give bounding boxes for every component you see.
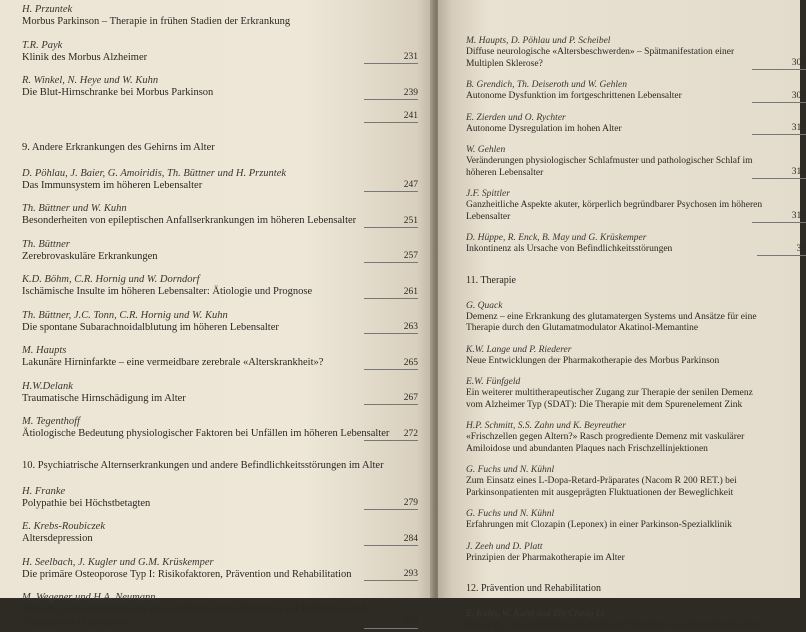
toc-entry	[22, 521, 420, 546]
entry-title: Zerebrovaskuläre Erkrankungen	[22, 251, 420, 264]
entry-title: Klinik des Morbus Alzheimer	[22, 52, 420, 65]
entry-author: E. Kuhn, W. Kuhn und Zhi Chang Li	[466, 609, 800, 620]
toc-entry	[22, 592, 420, 629]
toc-entry	[22, 486, 420, 511]
entry-author: G. Fuchs und N. Kühnl	[466, 509, 800, 520]
toc-entry	[466, 421, 800, 455]
entry-author: H. Franke	[22, 486, 420, 498]
entry-title: Neue Entwicklungen der Pharmakotherapie des Morbus Parkinson	[466, 356, 800, 368]
toc-entry	[466, 509, 800, 532]
entry-title: Lakunäre Hirninfarkte – eine vermeidbare zerebrale «Alterskrankheit»?	[22, 357, 420, 370]
entry-page-number: 312	[752, 122, 806, 135]
toc-entry	[466, 233, 800, 256]
entry-page-number: 241	[364, 110, 418, 123]
entry-title: Veränderungen physiologischer Schlafmuster und pathologischer Schlaf im höheren Lebensalter	[466, 156, 800, 179]
toc-entry	[22, 203, 420, 228]
section-heading: 10. Psychiatrische Alternserkrankungen und andere Befindlichkeitsstörungen im Alter	[22, 459, 420, 472]
toc-entry	[22, 239, 420, 264]
section-heading: 9. Andere Erkrankungen des Gehirns im Alter	[22, 141, 420, 154]
toc-entry	[22, 168, 420, 193]
toc-entry	[466, 189, 800, 223]
entry-title: Zum Einsatz eines L-Dopa-Retard-Präparates (Nacom R 200 RET.) bei Parkinsonpatienten mit ausgeprägten Fluktuationen der Beweglichkeit	[466, 476, 800, 499]
entry-page-number: 272	[364, 428, 418, 441]
entry-page-number: 284	[364, 533, 418, 546]
entry-author: D. Pöhlau, J. Baier, G. Amoiridis, Th. Büttner und H. Przuntek	[22, 168, 420, 180]
toc-entry	[466, 542, 800, 565]
entry-title: «Frischzellen gegen Altern?» Rasch progrediente Demenz mit vaskulärer Amiloidose und abundanten Plaques nach Frischzellinjektionen	[466, 432, 800, 455]
entry-author: E. Krebs-Roubiczek	[22, 521, 420, 533]
entry-title: Inkontinenz als Ursache von Befindlichkeitsstörungen	[466, 244, 800, 256]
entry-title: Demenz – eine Erkrankung des glutamatergen Systems und Ansätze für eine Therapie durch den Glutamatmodulator Akatinol-Memantine	[466, 312, 800, 335]
toc-entry	[22, 4, 420, 29]
toc-entry	[22, 111, 420, 123]
entry-title: Besonderheiten von epileptischen Anfallserkrankungen im höheren Lebensalter	[22, 215, 420, 228]
entry-title: Die primäre Osteoporose Typ I: Risikofaktoren, Prävention und Rehabilitation	[22, 569, 420, 582]
entry-page-number: 239	[364, 87, 418, 100]
entry-author: E.W. Fünfgeld	[466, 377, 800, 388]
toc-entry	[466, 465, 800, 499]
entry-author: M. Haupts	[22, 345, 420, 357]
entry-page-number: 309	[752, 90, 806, 103]
entry-page-number: 267	[364, 392, 418, 405]
entry-title: Traumatische Hirnschädigung im Alter	[22, 393, 420, 406]
entry-title: Morbus Parkinson – Therapie in frühen Stadien der Erkrankung	[22, 16, 420, 29]
entry-title: Ein weiterer multitherapeutischer Zugang zur Therapie der senilen Demenz vom Alzheimer Typ (SDAT): Die Therapie mit dem Spurenelement Zink	[466, 388, 800, 411]
entry-title: Ischämische Insulte im höheren Lebensalter: Ätiologie und Prognose	[22, 286, 420, 299]
entry-title: Polypathie bei Höchstbetagten	[22, 498, 420, 511]
entry-title: Die Blut-Hirnschranke bei Morbus Parkinson	[22, 87, 420, 100]
entry-author: Th. Büttner	[22, 239, 420, 251]
entry-page-number: 247	[364, 179, 418, 192]
entry-page-number: 279	[364, 497, 418, 510]
toc-entry	[22, 381, 420, 406]
entry-title: Das Immunsystem im höheren Lebensalter	[22, 180, 420, 193]
entry-page-number: 251	[364, 215, 418, 228]
entry-page-number: 263	[364, 321, 418, 334]
entry-author: J.F. Spittler	[466, 189, 800, 200]
toc-entry	[22, 345, 420, 370]
toc-entry	[466, 345, 800, 368]
entry-author: B. Grendich, Th. Deiseroth und W. Gehlen	[466, 80, 800, 91]
entry-author: H. Przuntek	[22, 4, 420, 16]
entry-author: Th. Büttner und W. Kuhn	[22, 203, 420, 215]
entry-title: Erfahrungen mit Clozapin (Leponex) in einer Parkinson-Spezialklinik	[466, 520, 800, 532]
entry-author: E. Zierden und O. Rychter	[466, 113, 800, 124]
entry-author: M. Haupts, D. Pöhlau und P. Scheibel	[466, 36, 800, 47]
toc-entry	[466, 36, 800, 70]
entry-author: H.W.Delank	[22, 381, 420, 393]
toc-entry	[22, 557, 420, 582]
entry-page-number: 307	[752, 57, 806, 70]
entry-author: H.P. Schmitt, S.S. Zahn und K. Beyreuther	[466, 421, 800, 432]
toc-entry	[466, 80, 800, 103]
entry-page-number: 319	[752, 210, 806, 223]
entry-title: Ätiologische Bedeutung physiologischer Faktoren bei Unfällen im höheren Lebensalter	[22, 428, 420, 441]
toc-entry	[22, 40, 420, 65]
entry-page-number: 261	[364, 286, 418, 299]
entry-page-number: 32	[757, 243, 806, 256]
toc-entry	[22, 416, 420, 441]
toc-entry	[466, 609, 800, 632]
entry-title: Autonome Dysregulation im hohen Alter	[466, 124, 800, 136]
toc-entry	[466, 301, 800, 335]
entry-title: Altersdepression	[22, 533, 420, 546]
entry-title: Aktuelle pathogenetische und neue medikamentöse Strategien zur Prävention und Therapie der Osteoporose	[22, 604, 420, 629]
toc-entry	[466, 113, 800, 136]
entry-title: Qi Gong – Eine traditionelle Methode zur Prävention von Alterserkrankungen	[466, 620, 800, 632]
entry-author: D. Hüppe, R. Enck, B. May und G. Krüskemper	[466, 233, 800, 244]
entry-page-number: 265	[364, 357, 418, 370]
toc-entry	[22, 310, 420, 335]
entry-title: Diffuse neurologische «Altersbeschwerden» – Spätmanifestation einer Multiplen Sklerose?	[466, 47, 800, 70]
entry-page-number: 231	[364, 51, 418, 64]
entry-title: Ganzheitliche Aspekte akuter, körperlich begründbarer Psychosen im höheren Lebensalter	[466, 200, 800, 223]
entry-page-number: 293	[364, 568, 418, 581]
entry-author: J. Zeeh und D. Platt	[466, 542, 800, 553]
entry-author: M. Tegenthoff	[22, 416, 420, 428]
entry-author: K.D. Böhm, C.R. Hornig und W. Dorndorf	[22, 274, 420, 286]
entry-title: Die spontane Subarachnoidalblutung im höheren Lebensalter	[22, 322, 420, 335]
entry-author: T.R. Payk	[22, 40, 420, 52]
entry-author: G. Quack	[466, 301, 800, 312]
entry-author: W. Gehlen	[466, 145, 800, 156]
entry-title: Autonome Dysfunktion im fortgeschrittenen Lebensalter	[466, 91, 800, 103]
entry-page-number: 257	[364, 250, 418, 263]
entry-author: K.W. Lange und P. Riederer	[466, 345, 800, 356]
toc-entry	[466, 145, 800, 179]
toc-entry	[22, 274, 420, 299]
toc-entry	[22, 75, 420, 100]
entry-author: R. Winkel, N. Heye und W. Kuhn	[22, 75, 420, 87]
right-page	[438, 0, 800, 598]
section-heading: 12. Prävention und Rehabilitation	[466, 582, 800, 595]
entry-author: G. Fuchs und N. Kühnl	[466, 465, 800, 476]
entry-page-number: 315	[752, 166, 806, 179]
entry-page-number: 298	[364, 616, 418, 629]
section-heading: 11. Therapie	[466, 274, 800, 287]
entry-author: H. Seelbach, J. Kugler und G.M. Krüskemper	[22, 557, 420, 569]
toc-entry	[466, 377, 800, 411]
entry-author: M. Wegener und H.A. Neumann	[22, 592, 420, 604]
entry-title: Prinzipien der Pharmakotherapie im Alter	[466, 553, 800, 565]
entry-author: Th. Büttner, J.C. Tonn, C.R. Hornig und W. Kuhn	[22, 310, 420, 322]
